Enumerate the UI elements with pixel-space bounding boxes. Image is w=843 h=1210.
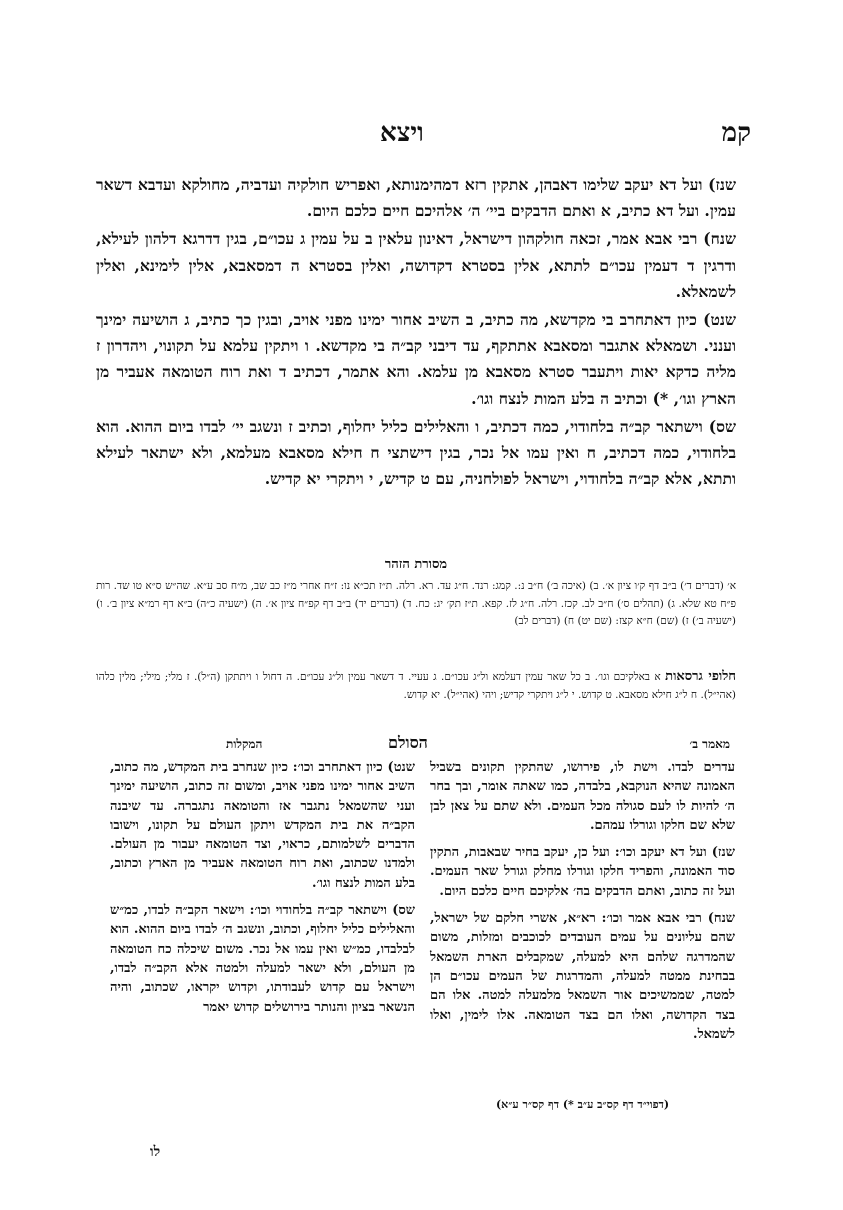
masoret-title: מסורת הזהר (384, 557, 448, 572)
masoret-text: א׳ (דברים ד׳) ב״ב דף ק׳ו ציון א׳. ב) (איכה ב׳) ח״ב נ:. קמג: רנד. ח״ג עד. רא. רלה. ת״ז תכ״א נו: ז״ח אחרי מ״ז כב שב, מ״ח סב ע״א. שה״ש ס״א טו שד. רות פ״ח טא שלא. ג) (תהלים ס׳) ח״ב לב. קכז. רלה. ח״ג לז. קפא. ת״ז תק׳ יג: כח. ד) (דברים יד) ב״ב דף קפ״ח ציון א׳. ה) (ישעיה כ״ה) ב״א דף רמ״א ציון ב׳. ו) (ישעיה ב׳) ז) (שם) ח״א קצז: (שם יט) ח) (דברים לב) (96, 580, 736, 627)
page-footnote: (דפוי״ד דף קס״ב ע״ב *) דף קס״ר ע״א) (495, 1098, 670, 1111)
chilufei-label: חלופי גרסאות (665, 669, 736, 684)
sulam-paragraph: שנט) כיון דאתחרב וכו׳: כיון שנחרב בית המקדש, מה כתוב, השיב אחור ימינו מפני אויב, ומשום זה כתוב, הושיעה ימינך ועני שהשמאל נתגבר אז והטומאה נתגברה. עד שיבנה הקב״ה את בית המקדש ויתקן העולם על תקונו, וישובו הדברים לשלמותם, כראוי, וצד הטומאה יעבור מן העולם. ולמדנו שכתוב, ואת רוח הטומאה אעביר מן הארץ וכתוב, בלע המות לנצח וגו׳. (110, 760, 415, 891)
page-header (100, 118, 751, 158)
sulam-paragraph: שס) וישתאר קב״ה בלחודוי וכו׳: וישאר הקב״ה לבדו, כמ״ש והאלילים כליל יחלוף, וכתוב, ונשגב ה׳ לבדו ביום ההוא. הוא לבלבדו, כמ״ש ואין עמו אל נכר. משום שיכלה כח הטומאה מן העולם, ולא ישאר למעלה ולמטה אלא הקב״ה לבדו, וישראל עם קדוש לעבודתו, וקדוש יקראו, שכתוב, והיה הנשאר בציון והנותר בירושלים קדוש יאמר (110, 903, 415, 1015)
sulam-paragraph: עדרים לבדו. וישת לו, פירושו, שהתקין תקונים בשביל האמונה שהיא הנוקבא, בלבדה, כמו שאתה אומר, ובך בחר ה׳ להיות לו לעם סגולה מכל העמים. ולא שתם על צאן לבן שלא שם חלקו וגורלו עמהם. (430, 760, 735, 833)
chilufei-text: א באלקיכם וגו׳. ב כל שאר עמין דעלמא ול״ג עכו״ם. ג עעיי. ד דשאר עמין ול״ג עכו״ם. ה דחול ו ויתתקן (ה״ל). ז מלי; מילי; מלין כלהו (אהי״ל). ח ל״ג חילא מסאבא. ט קדוש. י ל״ג ויתקרי קדיש; ויהי (אהי״ל). יא קדוש. (96, 671, 736, 701)
paragraph-359: שנט) כיון דאתחרב בי מקדשא, מה כתיב, ב השיב אחור ימינו מפני אויב, ובגין כך כתיב, ג הושיעה ימינך וענני. ושמאלא אתגבר ומסאבא אתתקף, עד דיבני קב״ה בי מקדשא. ו ויתקין עלמא על תקונוי, ויהדרון ז מליה כדקא יאות ויתעבר סטרא מסאבא מן עלמא. והא אתמר, דכתיב ד ואת רוח הטומאה אעביר מן הארץ וגו׳, *) וכתיב ה בלע המות לנצח וגו׳. (96, 310, 736, 408)
section-label: המקלות (226, 737, 263, 751)
parasha-title: ויצא (380, 118, 424, 148)
continuation-word: לו (150, 1144, 161, 1160)
zohar-main-text (96, 172, 736, 494)
chilufei-girsaot (96, 668, 736, 704)
sulam-title: הסולם (388, 733, 428, 752)
sulam-paragraph: שנח) רבי אבא אמר וכו׳: רא״א, אשרי חלקם של ישראל, שהם עליונים על עמים העובדים לכוכבים ומזלות, משום שהמדרגה שלהם היא למעלה, שמקבלים הארת השמאל בבחינת ממטה למעלה, והמדרגות של העמים עכו״ם הן למטה, שממשיכים אור השמאל מלמעלה למטה. אלו הם בצד הקדושה, ואלו הם בצד הטומאה. אלו לימין, ואלו לשמאל. (430, 911, 735, 1042)
sulam-header (96, 733, 736, 755)
sulam-right-column (430, 758, 735, 1052)
maamar-label: מאמר ב׳ (689, 737, 730, 751)
sulam-paragraph: שנז) ועל דא יעקב וכו׳: ועל כן, יעקב בחיר שבאבות, התקין סוד האמונה, והפריד חלקו וגורלו מחלק וגורל שאר העמים. ועל זה כתוב, ואתם הדבקים בה׳ אלקיכם חיים כלכם היום. (430, 845, 735, 899)
paragraph-357: שנז) ועל דא יעקב שלימו דאבהן, אתקין רזא דמהימנותא, ואפריש חולקיה ועדביה, מחולקא ועדבא דשאר עמין. ועל דא כתיב, א ואתם הדבקים ביי׳ ה׳ אלהיכם חיים כלכם היום. (96, 175, 736, 221)
paragraph-358: שנח) רבי אבא אמר, זכאה חולקהון דישראל, דאינון עלאין ב על עמין ג עכו״ם, בגין דדרגא דלהון לעילא, ודרגין ד דעמין עכו״ם לתתא, אלין בסטרא דקדושה, ואלין בסטרא ה דמסאבא, אלין לימינא, ואלין לשמאלא. (96, 229, 736, 301)
paragraph-360: שס) וישתאר קב״ה בלחודוי, כמה דכתיב, ו והאלילים כליל יחלוף, וכתיב ז ונשגב יי׳ לבדו ביום ההוא. הוא בלחודוי, כמה דכתיב, ח ואין עמו אל נכר, בגין דישתצי ח חילא מסאבא מעלמא, ולא ישתאר לעילא ותתא, אלא קב״ה בלחודוי, וישראל לפולחניה, עם ט קדיש, י ויתקרי יא קדיש. (96, 416, 736, 489)
page-number: קמ (721, 118, 751, 148)
sulam-left-column (110, 758, 415, 1025)
